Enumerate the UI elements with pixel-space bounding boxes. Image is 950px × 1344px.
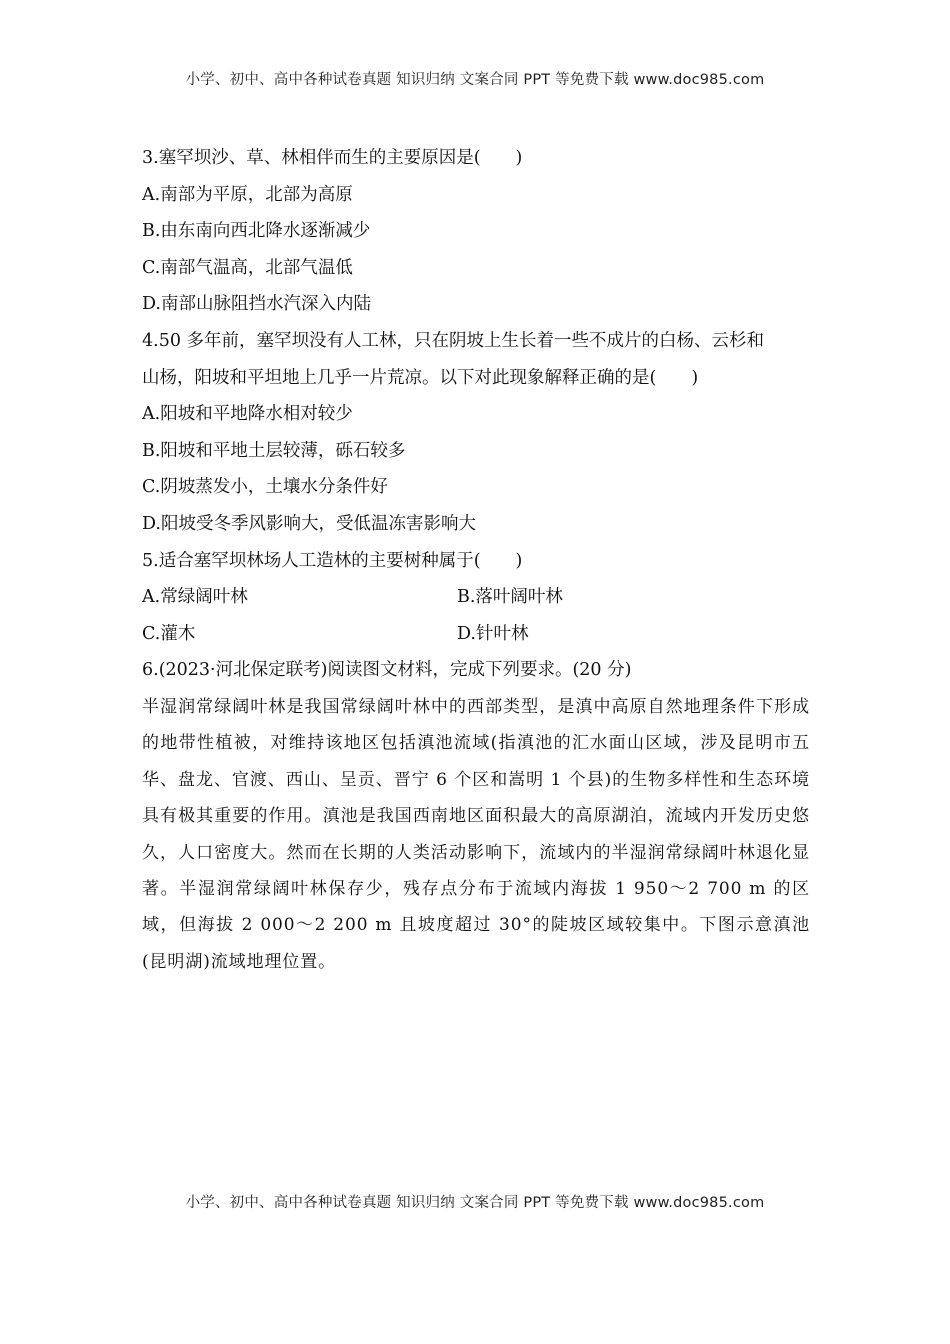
question-6-stem: 6.(2023·河北保定联考)阅读图文材料，完成下列要求。(20 分) bbox=[142, 660, 632, 681]
question-5-option-d: D.针叶林 bbox=[457, 623, 529, 644]
question-4-stem-line-1: 4.50 多年前，塞罕坝没有人工林，只在阴坡上生长着一些不成片的白杨、云杉和 bbox=[142, 330, 765, 351]
question-4 bbox=[142, 323, 810, 543]
question-4-stem-line-2: 山杨，阳坡和平坦地上几乎一片荒凉。以下对此现象解释正确的是( ) bbox=[142, 367, 699, 388]
question-3-option-b: B.由东南向西北降水逐渐减少 bbox=[142, 221, 371, 242]
question-6-material: 半湿润常绿阔叶林是我国常绿阔叶林中的西部类型，是滇中高原自然地理条件下形成的地带性植被，对维持该地区包括滇池流域(指滇池的汇水面山区域，涉及昆明市五华、盘龙、官渡、西山、呈贡、晋宁 6 个区和嵩明 1 个县)的生物多样性和生态环境具有极其重要的作用。滇池是我国西南地区面积最大的高原湖泊，流域内开发历史悠久，人口密度大。然而在长期的人类活动影响下，流域内的半湿润常绿阔叶林退化显著。半湿润常绿阔叶林保存少，残存点分布于流域内海拔 1 950～2 700 m 的区域，但海拔 2 000～2 200 m 且坡度超过 30°的陡坡区域较集中。下图示意滇池(昆明湖)流域地理位置。 bbox=[142, 696, 810, 972]
question-5-option-b: B.落叶阔叶林 bbox=[457, 587, 563, 608]
document-body bbox=[142, 140, 810, 980]
question-5-stem: 5.适合塞罕坝林场人工造林的主要树种属于( ) bbox=[142, 550, 523, 571]
question-4-option-c: C.阴坡蒸发小，土壤水分条件好 bbox=[142, 477, 388, 498]
page-header: 小学、初中、高中各种试卷真题 知识归纳 文案合同 PPT 等免费下载 www.doc985.com bbox=[185, 72, 765, 88]
question-4-option-d: D.阳坡受冬季风影响大，受低温冻害影响大 bbox=[142, 513, 476, 534]
question-6 bbox=[142, 652, 810, 980]
question-4-option-b: B.阳坡和平地土层较薄，砾石较多 bbox=[142, 440, 406, 461]
question-5-option-a: A.常绿阔叶林 bbox=[142, 587, 248, 608]
question-5-options-row-2 bbox=[142, 616, 810, 653]
question-3-option-d: D.南部山脉阻挡水汽深入内陆 bbox=[142, 294, 371, 315]
question-3 bbox=[142, 140, 810, 323]
question-5-options-row-1 bbox=[142, 579, 810, 616]
question-3-option-c: C.南部气温高，北部气温低 bbox=[142, 257, 353, 278]
question-4-option-a: A.阳坡和平地降水相对较少 bbox=[142, 404, 353, 425]
page-footer: 小学、初中、高中各种试卷真题 知识归纳 文案合同 PPT 等免费下载 www.doc985.com bbox=[185, 1195, 765, 1211]
question-3-stem: 3.塞罕坝沙、草、林相伴而生的主要原因是( ) bbox=[142, 148, 523, 168]
question-3-option-a: A.南部为平原，北部为高原 bbox=[142, 184, 353, 205]
question-5-option-c: C.灌木 bbox=[142, 623, 196, 644]
question-5 bbox=[142, 543, 810, 653]
